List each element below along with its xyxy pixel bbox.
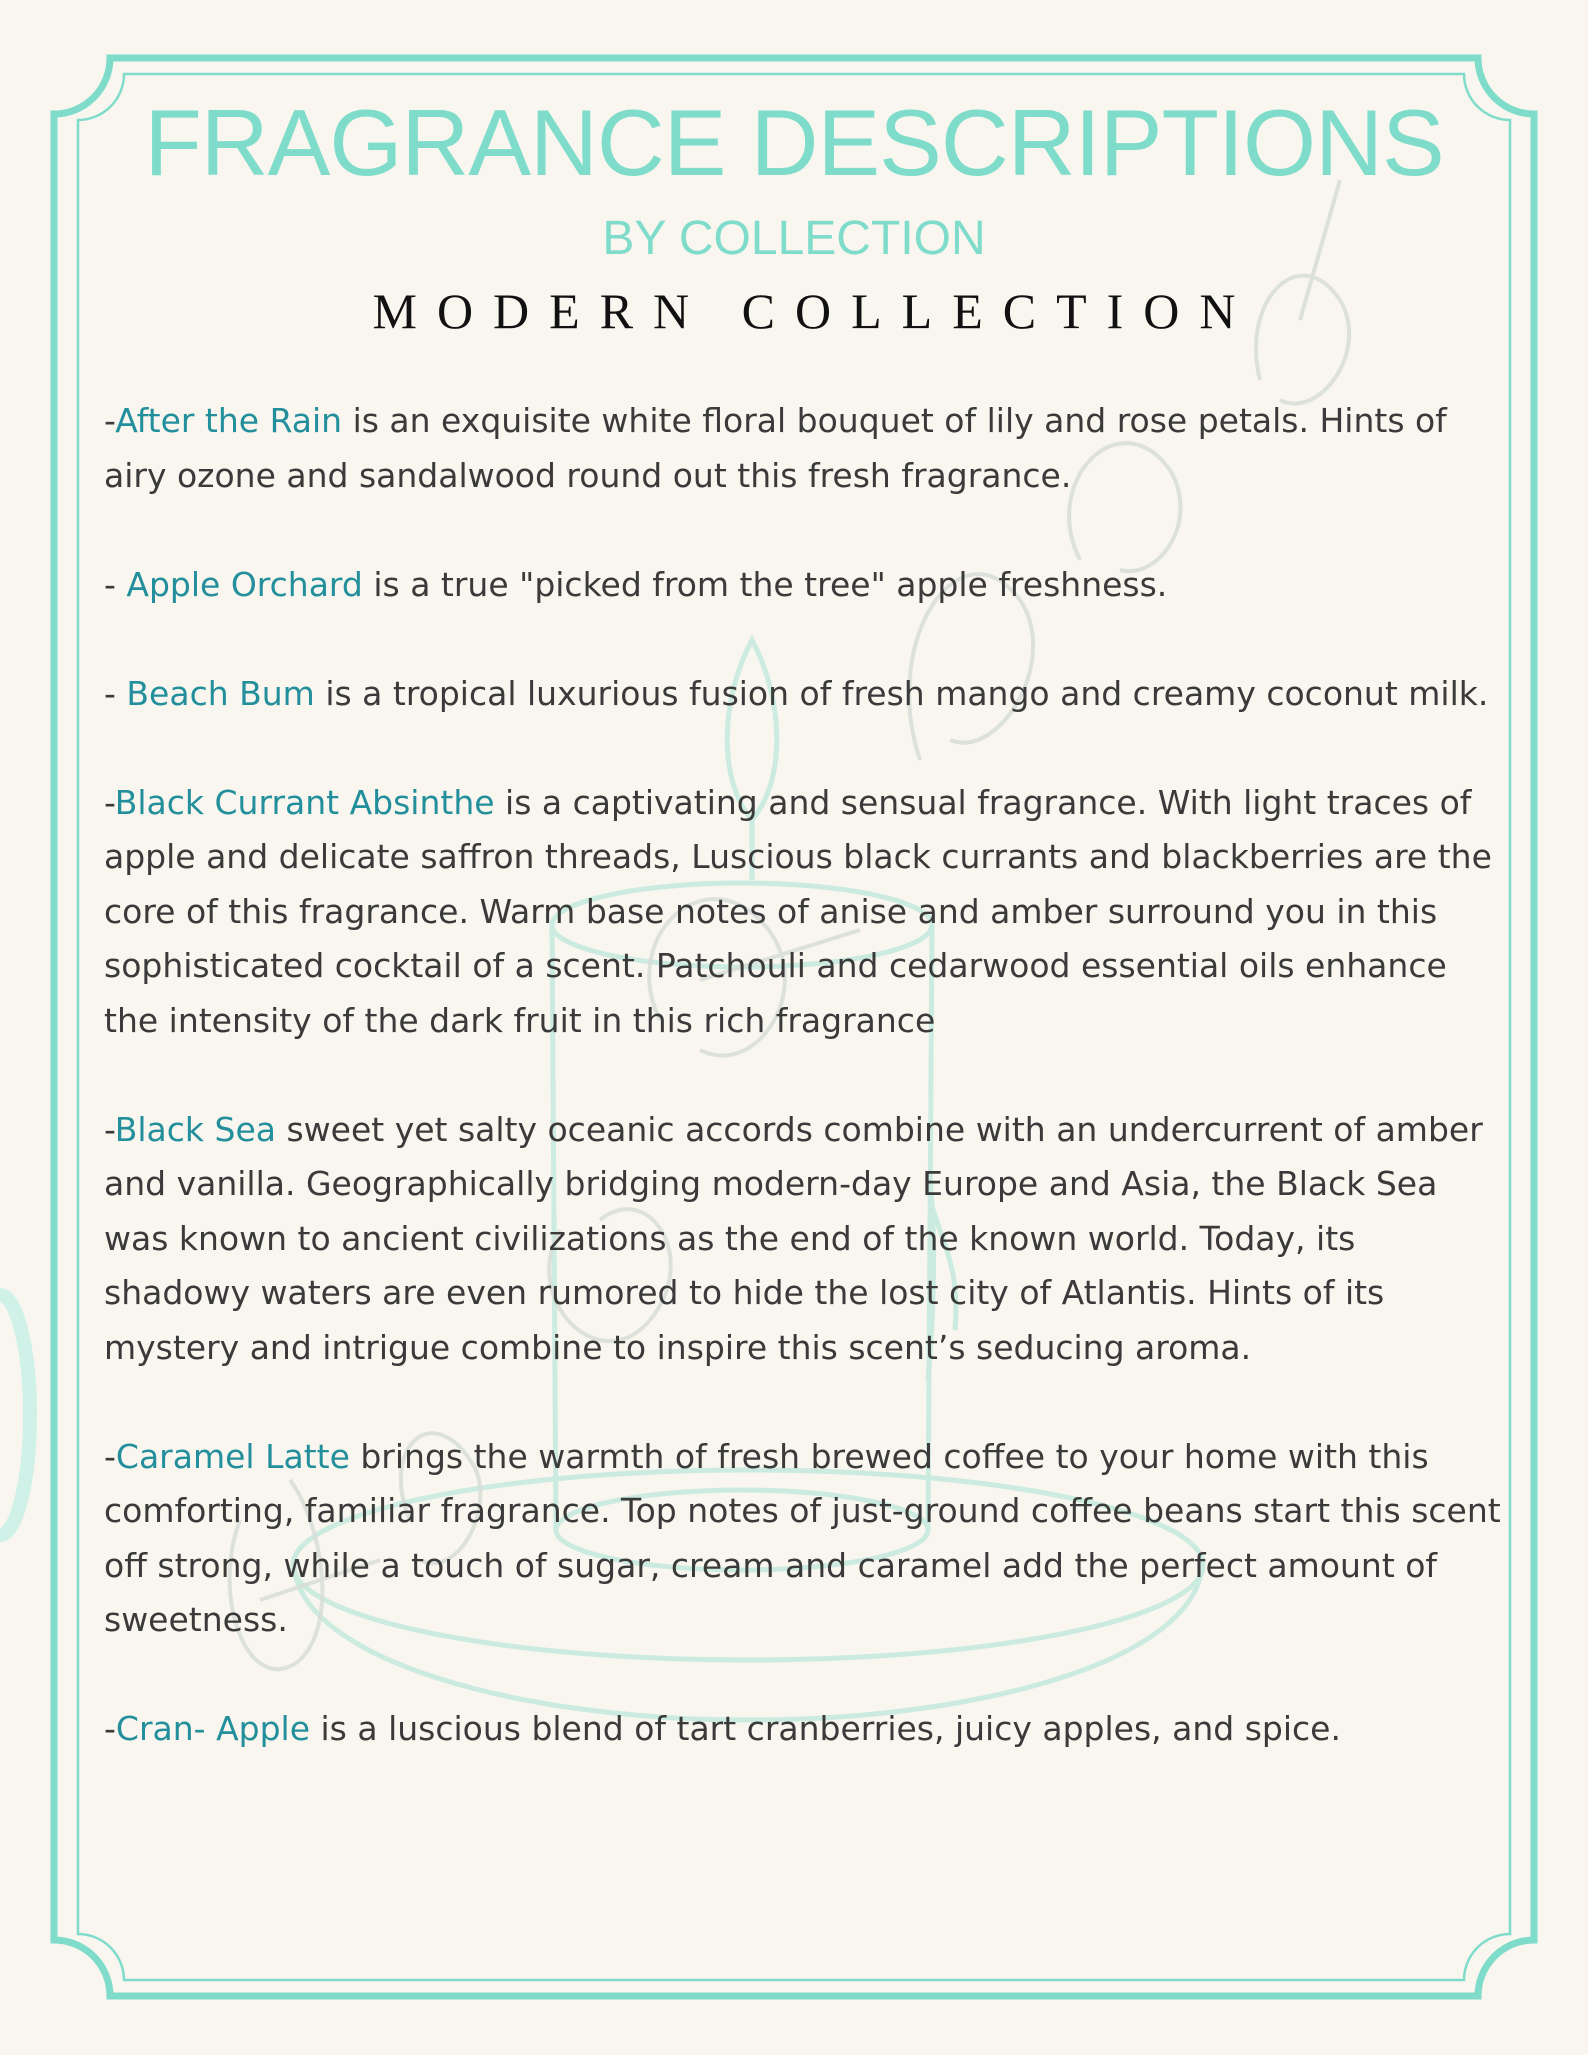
fragrance-description: brings the warmth of fresh brewed coffee to your home with this comforting, familiar fragrance. Top notes of just-ground coffee beans start this scent off strong, while a touch of sugar, cream and caramel add the perfect amount of sweetness.	[104, 1436, 1501, 1639]
fragrance-entry	[104, 1430, 1504, 1648]
fragrance-entry	[104, 558, 1504, 613]
entry-prefix: -	[104, 673, 127, 713]
fragrance-description: is a tropical luxurious fusion of fresh mango and creamy coconut milk.	[314, 673, 1489, 713]
fragrance-entry	[104, 394, 1504, 503]
fragrance-name: Black Sea	[114, 1109, 276, 1149]
fragrance-description: is a captivating and sensual fragrance. With light traces of apple and delicate saffron threads, Luscious black currants and blackberries are the core of this fragrance. Warm base notes of anise and amber surround you in this sophisticated cocktail of a scent. Patchouli and cedarwood essential oils enhance the intensity of the dark fruit in this rich fragrance	[104, 782, 1492, 1040]
fragrance-entry	[104, 1702, 1504, 1757]
page-title: FRAGRANCE DESCRIPTIONS	[144, 90, 1444, 195]
fragrance-name: Black Currant Absinthe	[114, 782, 495, 822]
entry-prefix: -	[104, 1709, 116, 1748]
fragrance-entry	[104, 776, 1504, 1049]
fragrance-description: sweet yet salty oceanic accords combine with an undercurrent of amber and vanilla. Geographically bridging modern-day Europe and Asia, the Black Sea was known to ancient civilizations as the end of the known world. Today, its shadowy waters are even rumored to hide the lost city of Atlantis. Hints of its mystery and intrigue combine to inspire this scent’s seducing aroma.	[104, 1109, 1483, 1367]
fragrance-description: is an exquisite white floral bouquet of lily and rose petals. Hints of airy ozone and sandalwood round out this fresh fragrance.	[104, 401, 1447, 495]
page-subtitle: BY COLLECTION	[602, 212, 986, 265]
fragrance-entry	[104, 1103, 1504, 1376]
entry-prefix: -	[104, 401, 116, 440]
entry-prefix: -	[104, 1109, 115, 1149]
entry-prefix: -	[104, 782, 115, 822]
entry-prefix: -	[104, 1436, 116, 1476]
fragrance-description: is a true "picked from the tree" apple freshness.	[362, 564, 1168, 604]
entry-prefix: -	[104, 564, 127, 604]
fragrance-name: After the Rain	[115, 401, 343, 440]
fragrance-name: Apple Orchard	[126, 564, 363, 604]
fragrance-description: is a luscious blend of tart cranberries, juicy apples, and spice.	[310, 1709, 1341, 1748]
collection-heading: MODERN COLLECTION	[372, 283, 1256, 339]
fragrance-list	[104, 394, 1504, 1811]
fragrance-name: Cran- Apple	[115, 1709, 311, 1748]
fragrance-name: Caramel Latte	[115, 1436, 350, 1476]
fragrance-entry	[104, 667, 1504, 722]
fragrance-name: Beach Bum	[126, 673, 315, 713]
